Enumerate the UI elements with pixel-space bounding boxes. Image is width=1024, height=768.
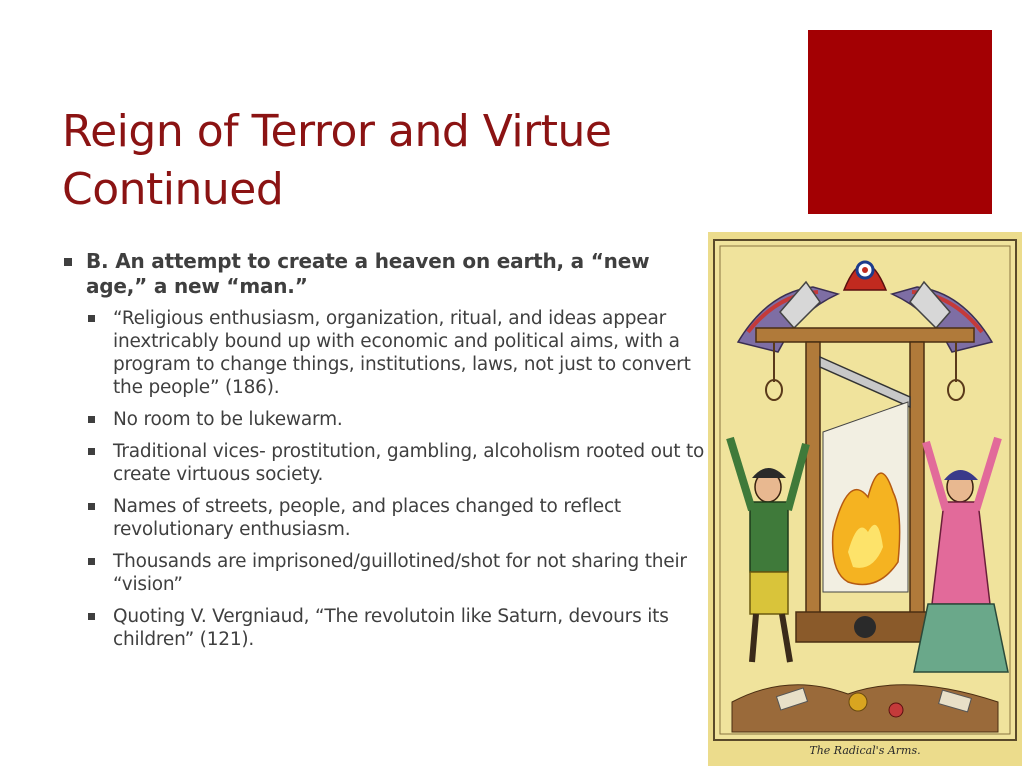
sub-bullet-text: No room to be lukewarm.: [113, 409, 343, 430]
square-bullet-icon: [88, 448, 95, 455]
main-bullet: [62, 249, 712, 299]
sub-bullet: [86, 408, 712, 431]
title-line-1: Reign of Terror and Virtue: [62, 106, 612, 157]
sub-bullet-text: Thousands are imprisoned/guillotined/shot for not sharing their “vision”: [113, 551, 687, 595]
square-bullet-icon: [88, 416, 95, 423]
title-line-2: Continued: [62, 164, 284, 215]
slide-title: [62, 103, 762, 219]
sub-bullet: [86, 307, 712, 399]
sub-bullet-text: “Religious enthusiasm, organization, ritual, and ideas appear inextricably bound up with economic and political aims, with a program to change things, institutions, laws, not just to convert the people” (186).: [113, 308, 691, 398]
main-bullet-text: B. An attempt to create a heaven on earth, a “new age,” a new “man.”: [86, 249, 650, 298]
accent-square: [808, 30, 992, 214]
square-bullet-icon: [88, 613, 95, 620]
slide-content: [62, 249, 712, 660]
sub-bullet: [86, 550, 712, 596]
sub-bullet: [86, 605, 712, 651]
sub-bullet-text: Traditional vices- prostitution, gambling, alcoholism rooted out to create virtuous society.: [113, 441, 705, 485]
square-bullet-icon: [64, 258, 72, 266]
square-bullet-icon: [88, 315, 95, 322]
sub-bullet-text: Names of streets, people, and places changed to reflect revolutionary enthusiasm.: [113, 496, 621, 540]
square-bullet-icon: [88, 558, 95, 565]
cartoon-caption: The Radical's Arms.: [809, 744, 921, 757]
sub-bullet-text: Quoting V. Vergniaud, “The revolutoin like Saturn, devours its children” (121).: [113, 606, 669, 650]
sub-bullet-list: [62, 307, 712, 651]
sub-bullet: [86, 440, 712, 486]
cartoon-illustration: [708, 232, 1022, 766]
square-bullet-icon: [88, 503, 95, 510]
sub-bullet: [86, 495, 712, 541]
